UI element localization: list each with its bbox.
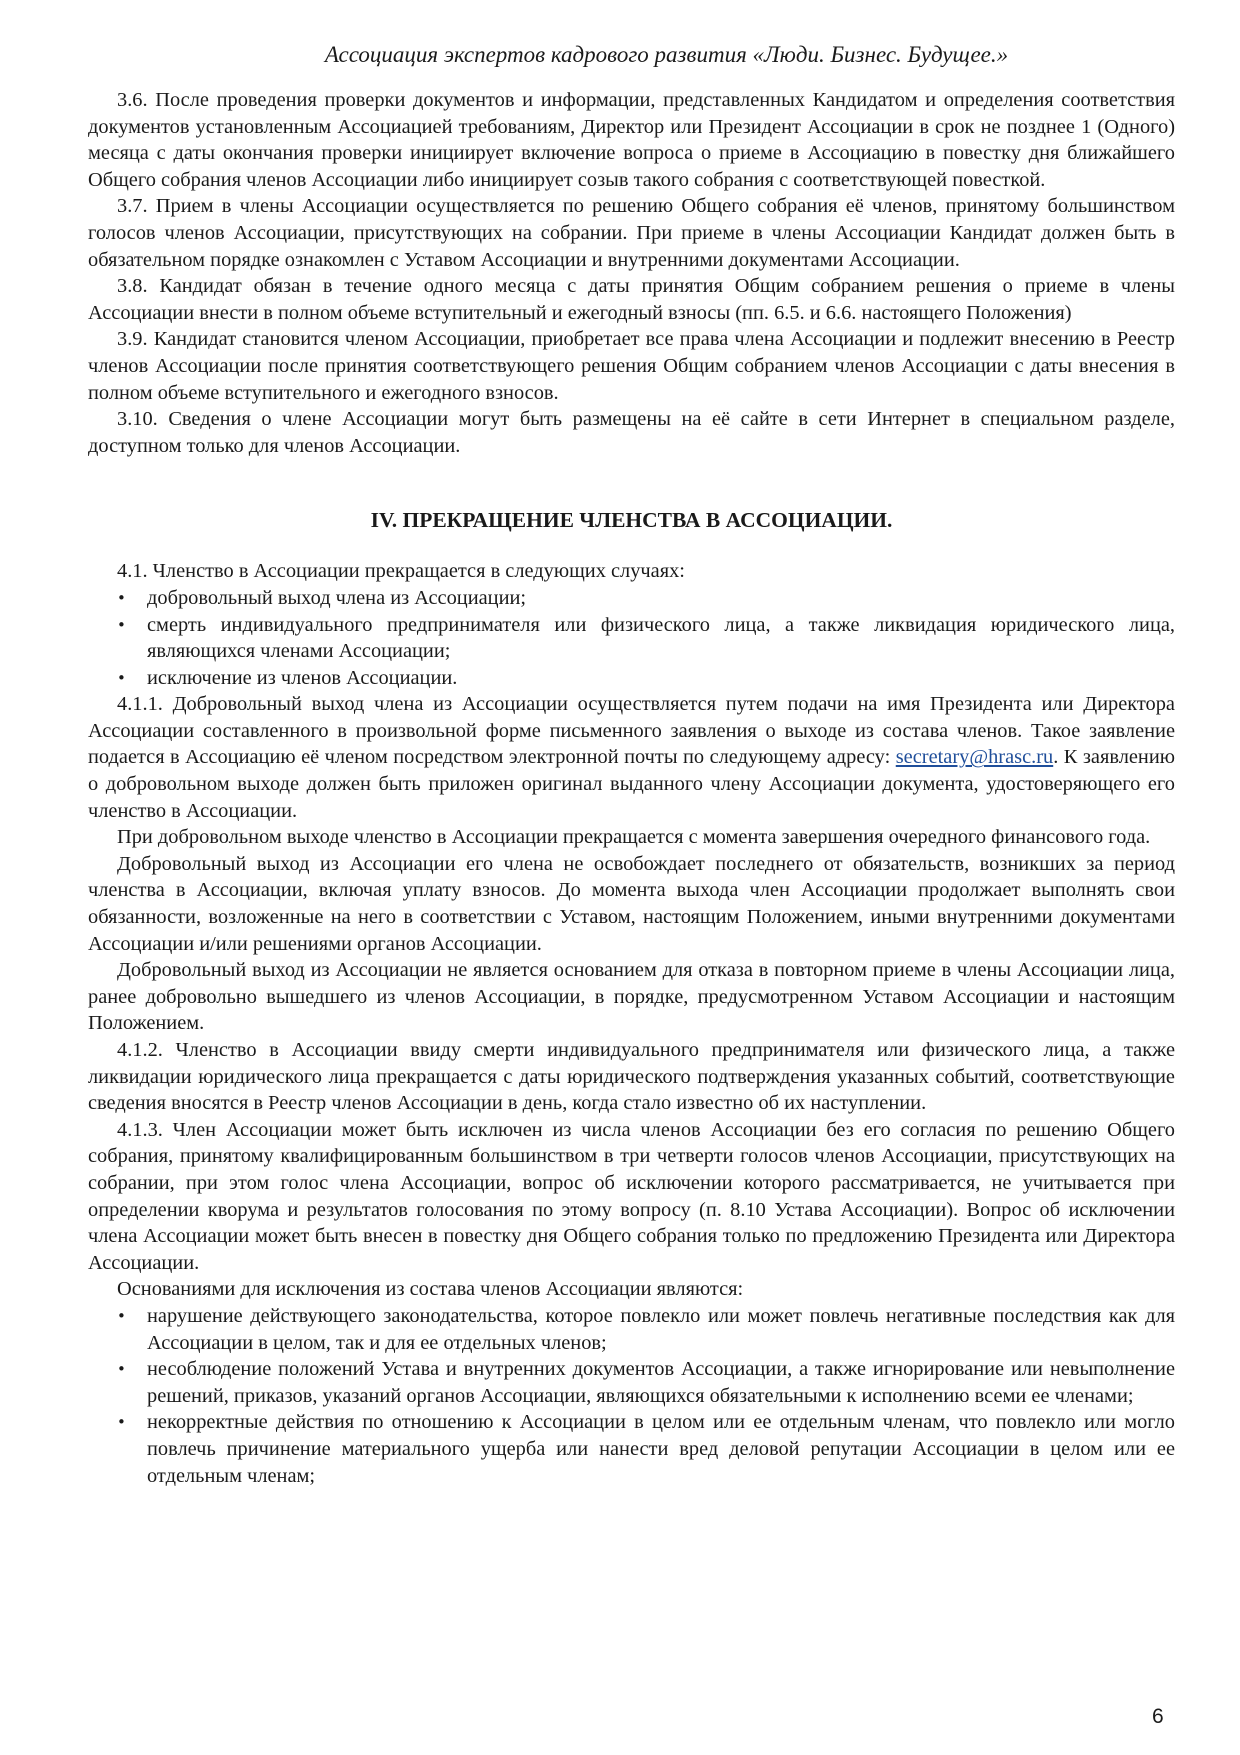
list-item-text: смерть индивидуального предпринимателя или физического лица, а также ликвидация юридического лица, являющихся членами Ассоциации; bbox=[147, 613, 1175, 663]
bullet-icon: • bbox=[117, 1413, 126, 1432]
list-item-text: некорректные действия по отношению к Ассоциации в целом или ее отдельным членам, что повлекло или могло повлечь причинение материального ущерба или нанести вред деловой репутации Ассоциации в целом или ее отдельным членам; bbox=[147, 1411, 1175, 1487]
page-number: 6 bbox=[1152, 1705, 1164, 1728]
section-title: IV. ПРЕКРАЩЕНИЕ ЧЛЕНСТВА В АССОЦИАЦИИ. bbox=[370, 508, 893, 533]
list-item-text: добровольный выход члена из Ассоциации; bbox=[147, 586, 527, 609]
paragraph-voluntary-exit-2: Добровольный выход из Ассоциации его члена не освобождает последнего от обязательств, возникших за период членства в Ассоциации, включая уплату взносов. До момента выхода член Ассоциации продолжает выполнять свои обязанности, возложенные на него в соответствии с Уставом, настоящим Положением, иными внутренними документами Ассоциации и/или решениями органов Ассоциации. bbox=[88, 852, 1175, 955]
paragraph-4-1-1-text-end: . К заявлению о добровольном выходе должен быть приложен оригинал выданного члену Ассоциации документа, удостоверяющего его членство в Ассоциации. bbox=[88, 746, 1175, 822]
paragraph-4-1-1-text: 4.1.1. Добровольный выход члена из Ассоциации осуществляется путем подачи на имя Президента или Директора Ассоциации составленного в произвольной форме письменного заявления о выходе из состава членов. Такое заявление подается в Ассоциацию её членом посредством электронной почты по следующему адресу: bbox=[88, 693, 1175, 769]
paragraph-3-9: 3.9. Кандидат становится членом Ассоциации, приобретает все права члена Ассоциации и подлежит внесению в Реестр членов Ассоциации после принятия соответствующего решения Общим собранием членов Ассоциации с даты внесения в полном объеме вступительного и ежегодного взносов. bbox=[88, 328, 1175, 404]
paragraph-4-1-1 bbox=[88, 691, 1175, 824]
list-item-text: несоблюдение положений Устава и внутренних документов Ассоциации, а также игнорирование или невыполнение решений, приказов, указаний органов Ассоциации, являющихся обязательными к исполнению всеми ее членами; bbox=[147, 1358, 1175, 1407]
bullet-icon: • bbox=[117, 588, 126, 607]
paragraph-4-1: 4.1. Членство в Ассоциации прекращается в следующих случаях: bbox=[117, 560, 685, 583]
bullet-icon: • bbox=[117, 615, 126, 634]
paragraph-4-1-3: 4.1.3. Член Ассоциации может быть исключен из числа членов Ассоциации без его согласия по решению Общего собрания, принятому квалифицированным большинством в три четверти голосов членов Ассоциации, присутствующих на собрании, при этом голос члена Ассоциации, вопрос об исключении которого рассматривается, не учитывается при определении кворума и результатов голосования по этому вопросу (п. 8.10 Устава Ассоциации). Вопрос об исключении члена Ассоциации может быть внесен в повестку дня Общего собрания только по предложению Президента или Директора Ассоциации. bbox=[88, 1118, 1175, 1274]
list-item bbox=[88, 665, 1175, 692]
list-item bbox=[88, 1356, 1175, 1409]
list-item-text: исключение из членов Ассоциации. bbox=[147, 666, 458, 689]
page-content bbox=[88, 40, 1175, 1489]
paragraph-3-8: 3.8. Кандидат обязан в течение одного месяца с даты принятия Общим собранием решения о приеме в члены Ассоциации внести в полном объеме вступительный и ежегодный взносы (пп. 6.5. и 6.6. настоящего Положения) bbox=[88, 275, 1175, 324]
list-item bbox=[88, 1303, 1175, 1356]
paragraph-voluntary-exit-3: Добровольный выход из Ассоциации не является основанием для отказа в повторном приеме в члены Ассоциации лица, ранее добровольно вышедшего из членов Ассоциации, в порядке, предусмотренном Уставом Ассоциации и настоящим Положением. bbox=[88, 959, 1175, 1035]
paragraph-3-7: 3.7. Прием в члены Ассоциации осуществляется по решению Общего собрания её членов, принятому большинством голосов членов Ассоциации, присутствующих на собрании. При приеме в члены Ассоциации Кандидат должен быть в обязательном порядке ознакомлен с Уставом Ассоциации и внутренними документами Ассоциации. bbox=[88, 195, 1175, 271]
paragraph-4-1-2: 4.1.2. Членство в Ассоциации ввиду смерти индивидуального предпринимателя или физического лица, а также ликвидации юридического лица прекращается с даты юридического подтверждения указанных событий, соответствующие сведения вносятся в Реестр членов Ассоциации в день, когда стало известно об их наступлении. bbox=[88, 1039, 1175, 1115]
termination-cases-list bbox=[88, 585, 1175, 691]
list-item-text: нарушение действующего законодательства, которое повлекло или может повлечь негативные последствия как для Ассоциации в целом, так и для ее отдельных членов; bbox=[147, 1304, 1175, 1354]
bullet-icon: • bbox=[117, 1360, 126, 1379]
list-item bbox=[88, 1409, 1175, 1489]
email-link[interactable]: secretary@hrasc.ru bbox=[895, 746, 1054, 769]
paragraph-3-6: 3.6. После проведения проверки документов и информации, представленных Кандидатом и определения соответствия документов установленным Ассоциацией требованиям, Директор или Президент Ассоциации в срок не позднее 1 (Одного) месяца с даты окончания проверки инициирует включение вопроса о приеме в Ассоциацию в повестку дня ближайшего Общего собрания членов Ассоциации либо инициирует созыв такого собрания с соответствующей повесткой. bbox=[88, 89, 1175, 191]
paragraph-exclusion-grounds: Основаниями для исключения из состава членов Ассоциации являются: bbox=[117, 1278, 744, 1301]
exclusion-grounds-list bbox=[88, 1303, 1175, 1489]
list-item bbox=[88, 585, 1175, 612]
paragraph-3-10: 3.10. Сведения о члене Ассоциации могут быть размещены на её сайте в сети Интернет в специальном разделе, доступном только для членов Ассоциации. bbox=[88, 408, 1175, 457]
running-header: Ассоциация экспертов кадрового развития «Люди. Бизнес. Будущее.» bbox=[324, 42, 1009, 67]
paragraph-voluntary-exit-1: При добровольном выходе членство в Ассоциации прекращается с момента завершения очередного финансового года. bbox=[117, 826, 1151, 849]
bullet-icon: • bbox=[117, 1306, 126, 1325]
list-item bbox=[88, 612, 1175, 665]
bullet-icon: • bbox=[117, 668, 126, 687]
